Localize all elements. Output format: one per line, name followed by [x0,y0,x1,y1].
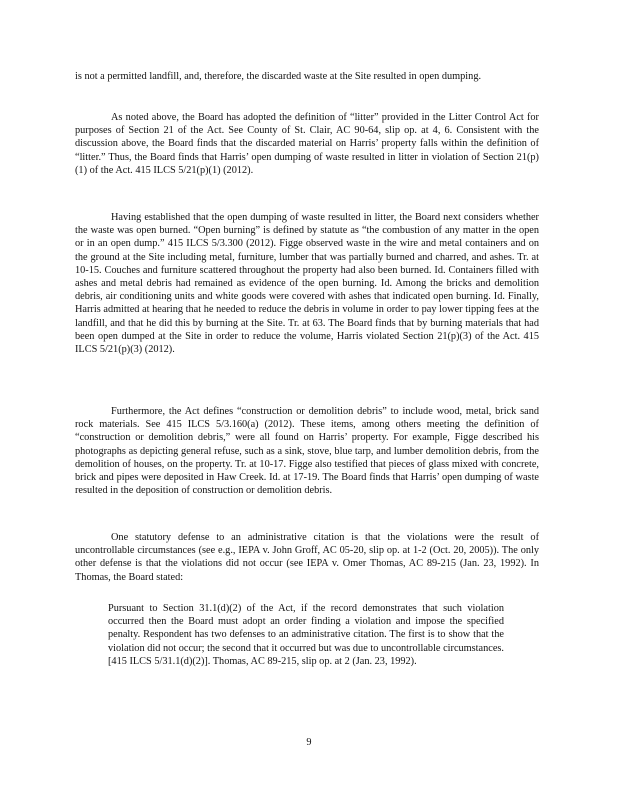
paragraph-litter-definition: As noted above, the Board has adopted the definition of “litter” provided in the Litter Control Act for purposes of Section 21 of the Act. See County of St. Clair, AC 90-64, slip op. at 4, 6. Consistent with the discussion above, the Board finds that the discarded material on Harris’ property falls within the definition of “litter.” Thus, the Board finds that Harris’ open dumping of waste resulted in litter in violation of Section 21(p)(1) of the Act. 415 ILCS 5/21(p)(1) (2012). [75,112,539,176]
paragraph-open-burning: Having established that the open dumping of waste resulted in litter, the Board next considers whether the waste was open burned. “Open burning” is defined by statute as “the combustion of any matter in the open or in an open dump.” 415 ILCS 5/3.300 (2012). Figge observed waste in the wire and metal containers and on the ground at the Site including metal, furniture, lumber that was partially burned and charred, and ashes. Tr. at 10-15. Couches and furniture scattered throughout the property had also been burned. Id. Containers filled with ashes and metal debris had remained as evidence of the open burning. Id. Among the bricks and demolition debris, air conditioning units and white goods were covered with ashes that indicated open burning. Id. Finally, Harris admitted at hearing that he needed to reduce the debris in volume in order to pay lower tipping fees at the landfill, and that he did this by burning at the Site. Tr. at 63. The Board finds that by burning materials that had been open dumped at the Site in order to reduce the volume, Harris violated Section 21(p)(3) of the Act. 415 ILCS 5/21(p)(3) (2012). [75,212,539,356]
page-number: 9 [306,737,312,748]
paragraph-statutory-defense: One statutory defense to an administrative citation is that the violations were the result of uncontrollable circumstances (see e.g., IEPA v. John Groff, AC 05-20, slip op. at 1-2 (Oct. 20, 2005)). The only other defense is that the violations did not occur (see IEPA v. Omer Thomas, AC 89-215 (Jan. 23, 1992). In Thomas, the Board stated: [75,532,539,583]
block-quote-thomas: Pursuant to Section 31.1(d)(2) of the Act, if the record demonstrates that such violation occurred then the Board must adopt an order finding a violation and impose the specified penalty. Respondent has two defenses to an administrative citation. The first is to show that the violation did not occur; the second that it occurred but was due to uncontrollable circumstances. [415 ILCS 5/31.1(d)(2)]. Thomas, AC 89-215, slip op. at 2 (Jan. 23, 1992). [108,603,504,667]
paragraph-open-dumping-conclusion: is not a permitted landfill, and, therefore, the discarded waste at the Site resulted in open dumping. [75,71,482,82]
paragraph-construction-debris: Furthermore, the Act defines “construction or demolition debris” to include wood, metal, brick sand rock materials. See 415 ILCS 5/3.160(a) (2012). These items, among others meeting the definition of “construction or demolition debris,” were all found on Harris’ property. For example, Figge described his photographs as depicting general refuse, such as a sink, stove, blue tarp, and lumber demolition debris, from the demolition of houses, on the property. Tr. at 10-17. Figge also testified that pieces of glass mixed with concrete, brick and pipes were deposited in Haw Creek. Id. at 17-19. The Board finds that Harris’ open dumping of waste resulted in the deposition of construction or demolition debris. [75,406,539,497]
